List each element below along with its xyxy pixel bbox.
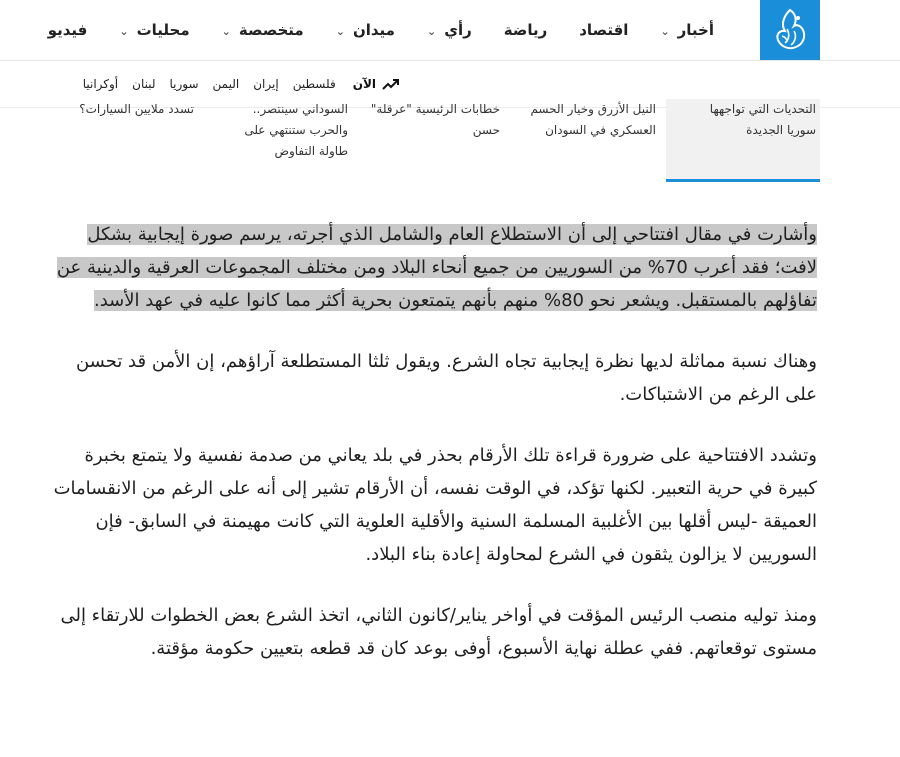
story-card-line: تسدد ملايين السيارات؟: [79, 102, 194, 116]
nav-item-news[interactable]: [644, 0, 730, 60]
story-card-line: سوريا الجديدة: [746, 123, 816, 137]
nav-item-label: أخبار: [677, 21, 714, 39]
article-paragraph: [50, 218, 817, 317]
nav-item-sports[interactable]: [488, 0, 564, 60]
selected-text: وأشارت في مقال افتتاحي إلى أن الاستطلاع العام والشامل الذي أجرته، يرسم صورة إيجابية بشكل لافت؛ فقد أعرب 70% من السوريين من جميع أنحاء البلاد ومن مختلف المجموعات العرقية والدينية عن تفاؤلهم بالمستقبل. ويشعر نحو 80% منهم بأنهم يتمتعون بحرية أكثر مما كانوا عليه في عهد الأسد.: [56, 224, 817, 311]
chevron-down-icon: ⌄: [426, 24, 437, 38]
topic-ukraine[interactable]: أوكرانيا: [82, 77, 119, 91]
now-text: الآن: [352, 77, 376, 91]
article-paragraph: وتشدد الافتتاحية على ضرورة قراءة تلك الأرقام بحذر في بلد يعاني من صدمة نفسية ولا يتمتع بخبرة كبيرة في حرية التعبير. لكنها تؤكد، في الوقت نفسه، أن الأرقام تشير إلى أنه على الرغم من الانقسامات العميقة -ليس أقلها بين الأغلبية المسلمة السنية والأقلية العلوية التي كانت مهيمنة في السابق- فإن السوريين لا يزالون يثقون في الشرع لمحاولة إعادة بناء البلاد.: [53, 445, 817, 565]
related-stories-carousel: [0, 102, 900, 187]
story-card-line: العسكري في السودان: [545, 123, 656, 137]
topic-palestine[interactable]: فلسطين: [292, 77, 336, 91]
now-label: [343, 77, 410, 91]
chevron-down-icon: ⌄: [335, 24, 345, 38]
chevron-down-icon: ⌄: [221, 24, 231, 38]
topic-yemen[interactable]: اليمن: [212, 77, 240, 91]
nav-item-local[interactable]: [103, 0, 205, 60]
story-card-line: التحديات التي تواجهها: [709, 102, 816, 116]
story-card[interactable]: [666, 99, 820, 182]
nav-item-video[interactable]: [32, 0, 104, 60]
story-card[interactable]: [370, 99, 500, 141]
story-card-line: خطابات الرئيسية "عرقلة": [370, 102, 500, 116]
nav-item-label: متخصصة: [238, 21, 304, 39]
story-card[interactable]: [60, 99, 194, 120]
nav-item-label: فيديو: [47, 21, 88, 39]
main-menu: [32, 0, 730, 60]
story-card-line: حسن: [472, 123, 500, 137]
story-card[interactable]: [520, 99, 656, 141]
nav-item-label: محليات: [136, 21, 190, 39]
nav-item-label: رياضة: [503, 21, 548, 39]
article-body: [50, 218, 817, 693]
story-card-line: والحرب ستنتهي على: [244, 123, 348, 137]
nav-item-label: ميدان: [352, 21, 395, 39]
story-card[interactable]: [218, 99, 348, 162]
nav-item-label: اقتصاد: [579, 21, 629, 39]
logo-icon: [770, 7, 810, 53]
nav-item-field[interactable]: [320, 0, 411, 60]
story-card-line: النيل الأزرق وخيار الحسم: [530, 102, 656, 116]
topic-lebanon[interactable]: لبنان: [132, 77, 156, 91]
chevron-down-icon: ⌄: [119, 24, 129, 38]
article-paragraph: ومنذ توليه منصب الرئيس المؤقت في أواخر يناير/كانون الثاني، اتخذ الشرع بعض الخطوات للارتقاء إلى مستوى توقعاتهم. ففي عطلة نهاية الأسبوع، أوفى بوعد كان قد قطعه بتعيين حكومة مؤقتة.: [60, 605, 817, 659]
site-logo[interactable]: [760, 0, 820, 60]
article-paragraph: وهناك نسبة مماثلة لديها نظرة إيجابية تجاه الشرع. ويقول ثلثا المستطلعة آراؤهم، إن الأمن قد تحسن على الرغم من الاشتباكات.: [75, 351, 817, 405]
story-card-line: طاولة التفاوض: [274, 144, 348, 158]
chevron-down-icon: ⌄: [660, 24, 670, 38]
topic-syria[interactable]: سوريا: [169, 77, 199, 91]
topic-iran[interactable]: إيران: [253, 77, 279, 91]
story-card-line: السوداني سينتصر..: [252, 102, 348, 116]
nav-item-economy[interactable]: [563, 0, 644, 60]
trending-up-icon: [382, 78, 400, 90]
nav-item-specialized[interactable]: [206, 0, 320, 60]
top-navigation: [0, 0, 900, 61]
nav-item-opinion[interactable]: [411, 0, 488, 60]
nav-item-label: رأي: [444, 21, 472, 39]
